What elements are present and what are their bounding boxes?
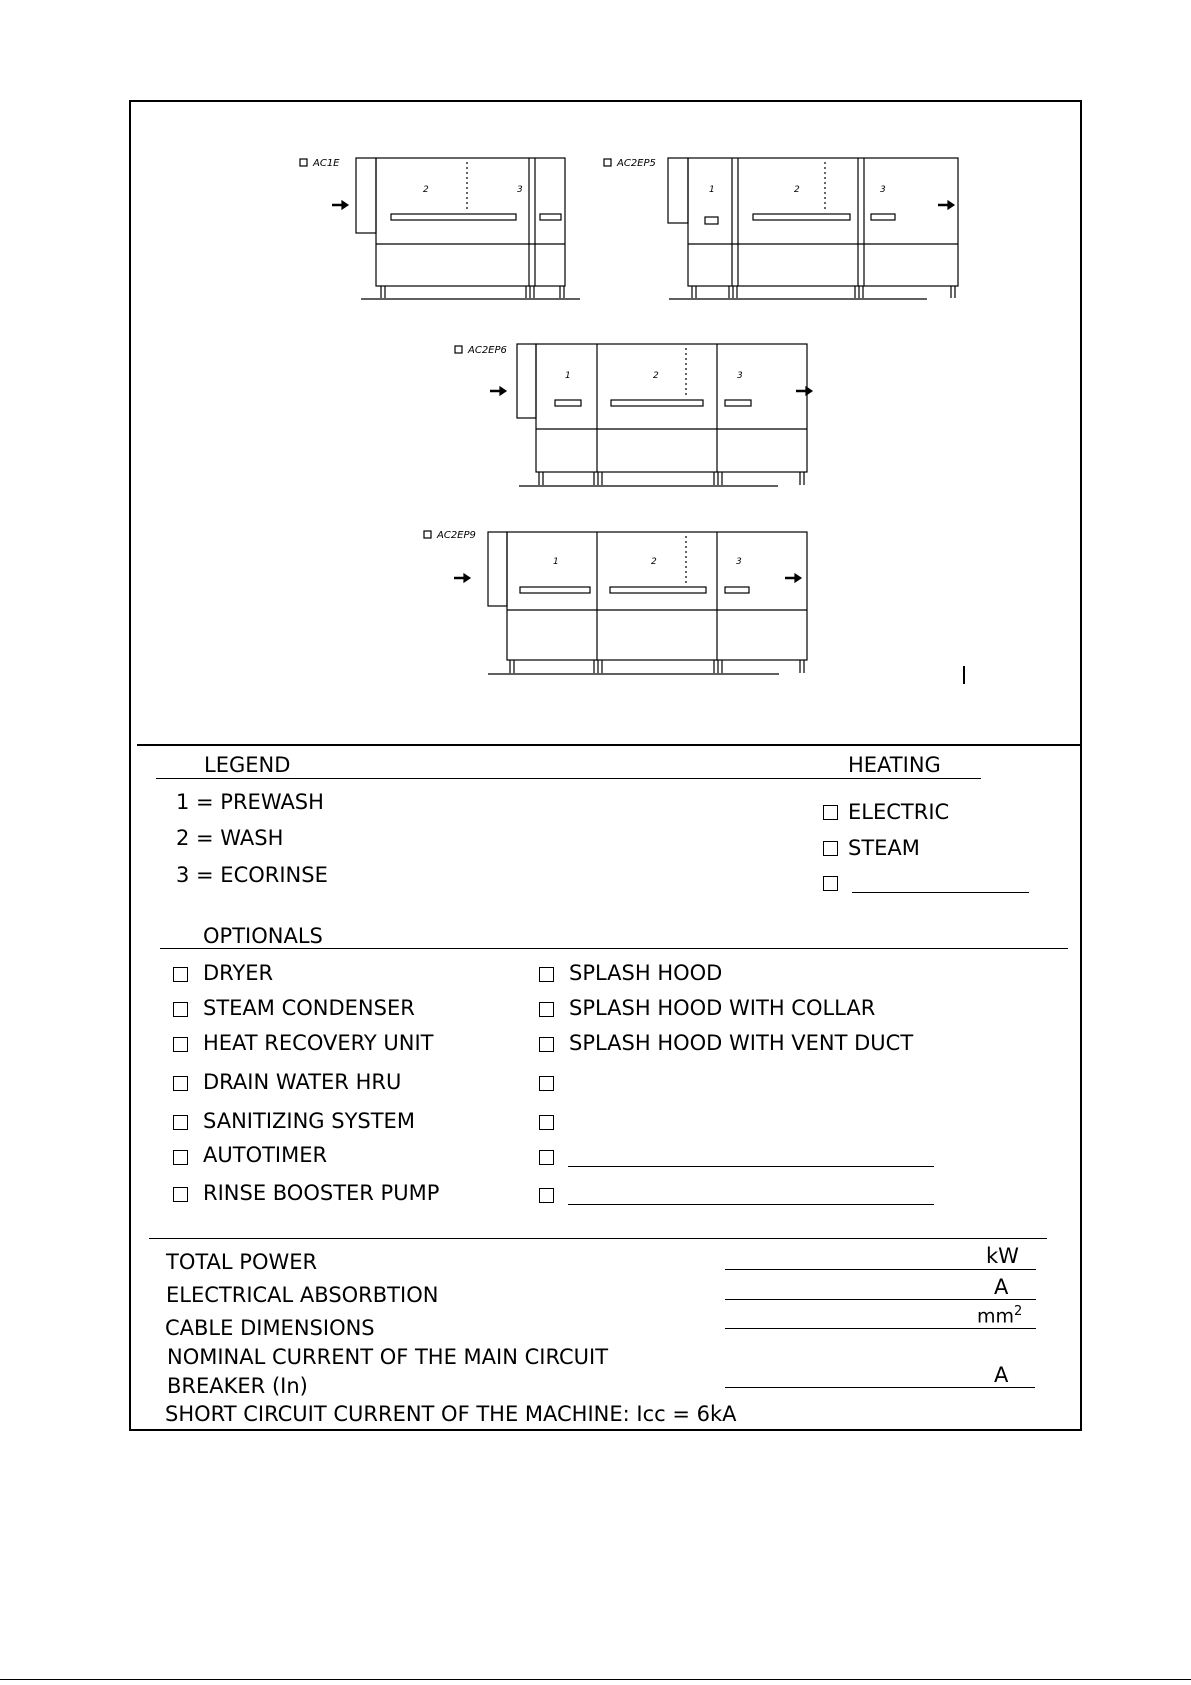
optional-dryer: DRYER <box>203 961 274 985</box>
model-label-ac2ep5: AC2EP5 <box>617 158 656 169</box>
total-power-unit: kW <box>986 1244 1019 1268</box>
optional-checkbox[interactable] <box>173 1002 188 1017</box>
optional-checkbox[interactable] <box>539 1002 554 1017</box>
cable-label: CABLE DIMENSIONS <box>165 1316 375 1340</box>
optional-checkbox[interactable] <box>539 1115 554 1130</box>
optional-heat-recovery-unit: HEAT RECOVERY UNIT <box>203 1031 434 1055</box>
page-bottom-rule <box>0 1679 1191 1680</box>
module-number: 1 <box>565 371 571 381</box>
ac2ep6-checkbox-icon <box>455 346 462 353</box>
machine-ac2ep9-drawing <box>424 531 807 674</box>
optional-splash-hood-vent-duct: SPLASH HOOD WITH VENT DUCT <box>569 1031 914 1055</box>
cable-unit-sup: 2 <box>1014 1304 1023 1319</box>
optional-checkbox[interactable] <box>173 1076 188 1091</box>
optionals-title: OPTIONALS <box>203 924 323 948</box>
ac1e-checkbox-icon <box>300 159 307 166</box>
heating-steam-checkbox[interactable] <box>823 841 838 856</box>
module-number: 2 <box>653 371 659 381</box>
optional-checkbox[interactable] <box>539 1150 554 1165</box>
optional-sanitizing-system: SANITIZING SYSTEM <box>203 1109 415 1133</box>
spec-sheet <box>129 100 1082 1431</box>
breaker-label-line2: BREAKER (In) <box>167 1374 308 1398</box>
optional-checkbox[interactable] <box>173 1187 188 1202</box>
optional-checkbox[interactable] <box>539 967 554 982</box>
legend-item: 1 = PREWASH <box>176 790 324 814</box>
legend-title: LEGEND <box>204 753 291 777</box>
machine-drawings <box>131 102 1084 742</box>
breaker-label-line1: NOMINAL CURRENT OF THE MAIN CIRCUIT <box>167 1345 609 1369</box>
cable-unit-text: mm <box>977 1305 1015 1328</box>
absorption-unit: A <box>994 1275 1009 1299</box>
heating-other-field[interactable] <box>852 892 1029 893</box>
cable-unit <box>977 1305 1022 1326</box>
breaker-field[interactable] <box>725 1387 1035 1388</box>
optional-checkbox[interactable] <box>173 1115 188 1130</box>
legend-item: 3 = ECORINSE <box>176 863 328 887</box>
optional-checkbox[interactable] <box>173 1037 188 1052</box>
optional-checkbox[interactable] <box>539 1188 554 1203</box>
optional-checkbox[interactable] <box>539 1037 554 1052</box>
ac2ep5-checkbox-icon <box>604 159 611 166</box>
absorption-field[interactable] <box>725 1299 1036 1300</box>
module-number: 3 <box>880 185 886 195</box>
module-number: 1 <box>709 185 715 195</box>
cable-field[interactable] <box>725 1328 1036 1329</box>
ac2ep9-checkbox-icon <box>424 531 431 538</box>
breaker-unit: A <box>994 1363 1009 1387</box>
section-divider <box>137 744 1082 746</box>
heating-option-steam: STEAM <box>848 836 920 860</box>
short-circuit-label: SHORT CIRCUIT CURRENT OF THE MACHINE: Icc = 6kA <box>165 1402 737 1426</box>
optional-splash-hood-collar: SPLASH HOOD WITH COLLAR <box>569 996 876 1020</box>
optional-autotimer: AUTOTIMER <box>203 1143 328 1167</box>
module-number: 2 <box>651 557 657 567</box>
module-number: 3 <box>517 185 523 195</box>
machine-ac1e-drawing <box>300 158 580 299</box>
legend-underline <box>156 778 981 779</box>
machine-ac2ep5-drawing <box>604 158 958 299</box>
model-label-ac2ep6: AC2EP6 <box>468 345 507 356</box>
model-label-ac2ep9: AC2EP9 <box>437 530 476 541</box>
module-number: 2 <box>423 185 429 195</box>
absorption-label: ELECTRICAL ABSORBTION <box>166 1283 439 1307</box>
heating-other-checkbox[interactable] <box>823 876 838 891</box>
heating-electric-checkbox[interactable] <box>823 805 838 820</box>
optional-checkbox[interactable] <box>173 1150 188 1165</box>
module-number: 2 <box>794 185 800 195</box>
optional-checkbox[interactable] <box>173 967 188 982</box>
total-power-label: TOTAL POWER <box>166 1250 318 1274</box>
module-number: 1 <box>553 557 559 567</box>
total-power-field[interactable] <box>725 1269 1036 1270</box>
module-number: 3 <box>737 371 743 381</box>
optional-splash-hood: SPLASH HOOD <box>569 961 723 985</box>
legend-item: 2 = WASH <box>176 826 284 850</box>
optional-checkbox[interactable] <box>539 1076 554 1091</box>
optional-other-field[interactable] <box>568 1166 934 1167</box>
module-number: 3 <box>736 557 742 567</box>
electrical-divider <box>149 1238 1047 1239</box>
machine-ac2ep6-drawing <box>455 344 812 486</box>
model-label-ac1e: AC1E <box>313 158 340 169</box>
heating-title: HEATING <box>848 753 941 777</box>
optional-steam-condenser: STEAM CONDENSER <box>203 996 415 1020</box>
heating-option-electric: ELECTRIC <box>848 800 950 824</box>
optional-rinse-booster-pump: RINSE BOOSTER PUMP <box>203 1181 440 1205</box>
optionals-underline <box>160 948 1068 949</box>
optional-other-field[interactable] <box>568 1204 934 1205</box>
optional-drain-water-hru: DRAIN WATER HRU <box>203 1070 402 1094</box>
